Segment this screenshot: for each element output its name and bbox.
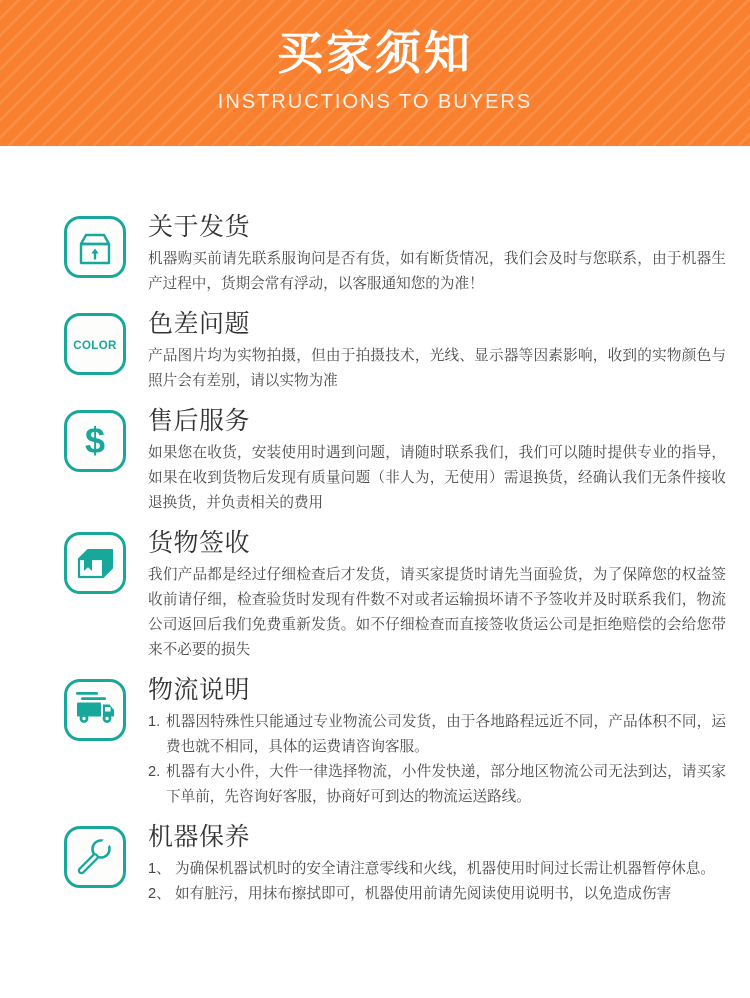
section-title-maintenance: 机器保养: [148, 823, 251, 851]
section-logistics: [64, 675, 726, 810]
section-goods-receipt: [64, 528, 726, 663]
maintenance-item-2: 2、 如有脏污，用抹布擦拭即可，机器使用前请先阅读使用说明书，以免造成伤害: [148, 882, 726, 907]
section-body-goods-receipt: 我们产品都是经过仔细检查后才发货，请买家提货时请先当面验货，为了保障您的权益签收前请仔细，检查验货时发现有件数不对或者运输损坏请不予签收并及时联系我们，物流公司返回后我们免费重新发货。如不仔细检查而直接签收货运公司是拒绝赔偿的会给您带来不必要的损失: [148, 567, 726, 658]
section-title-shipping: 关于发货: [148, 213, 251, 241]
wrench-icon: [64, 826, 126, 888]
section-title-color: 色差问题: [148, 310, 251, 338]
cube-icon: [64, 532, 126, 594]
list-marker: 1、: [148, 861, 171, 877]
logistics-item-2: 2. 机器有大小件，大件一律选择物流，小件发快递，部分地区物流公司无法到达，请买家下单前，先咨询好客服，协商好可到达的物流运送路线。: [148, 760, 726, 810]
dollar-icon-glyph: $: [84, 420, 106, 461]
page-title: 买家须知: [277, 26, 473, 79]
page-subtitle: INSTRUCTIONS TO BUYERS: [217, 91, 533, 114]
logistics-item-1: 1. 机器因特殊性只能通过专业物流公司发货，由于各地路程远近不同，产品体积不同，运费也就不相同，具体的运费请咨询客服。: [148, 710, 726, 760]
list-marker: 2、: [148, 886, 171, 902]
section-maintenance: [64, 822, 726, 907]
color-icon-label: COLOR: [73, 340, 117, 352]
color-swatch-icon: [64, 313, 126, 375]
section-body-shipping: 机器购买前请先联系服询问是否有货，如有断货情况，我们会及时与您联系，由于机器生产过程中，货期会常有浮动，以客服通知您的为准！: [148, 251, 726, 292]
section-title-goods-receipt: 货物签收: [148, 529, 251, 557]
section-title-logistics: 物流说明: [148, 676, 251, 704]
section-title-after-sales: 售后服务: [148, 407, 251, 435]
section-shipping: [64, 212, 726, 297]
section-color-difference: [64, 309, 726, 394]
section-after-sales: [64, 406, 726, 516]
package-icon: [64, 216, 126, 278]
header-banner: [0, 0, 750, 146]
maintenance-item-1: 1、 为确保机器试机时的安全请注意零线和火线，机器使用时间过长需让机器暂停休息。: [148, 857, 726, 882]
list-marker: 1.: [148, 714, 161, 730]
list-marker: 2.: [148, 764, 161, 780]
truck-icon: [64, 679, 126, 741]
section-body-color: 产品图片均为实物拍摄，但由于拍摄技术，光线、显示器等因素影响，收到的实物颜色与照片会有差别，请以实物为准: [148, 348, 726, 389]
notice-sections: [0, 146, 750, 907]
section-body-after-sales: 如果您在收货，安装使用时遇到问题，请随时联系我们，我们可以随时提供专业的指导，如果在收到货物后发现有质量问题（非人为，无使用）需退换货，经确认我们无条件接收退换货，并负责相关的费用: [148, 445, 726, 511]
dollar-icon: [64, 410, 126, 472]
